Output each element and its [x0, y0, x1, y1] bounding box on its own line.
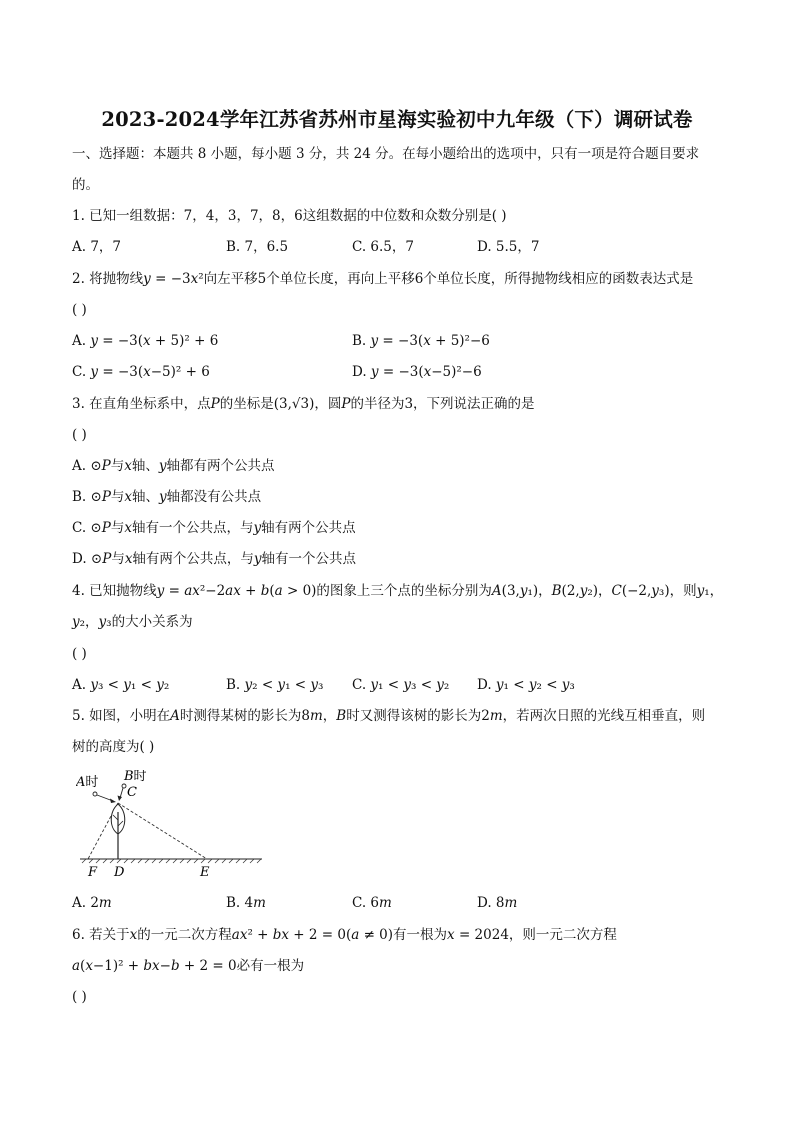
question-4: 4. 已知抛物线𝑦 = 𝑎𝑥²−2𝑎𝑥 + 𝑏(𝑎 > 0)的图象上三个点的坐标分别为𝐴(3,𝑦₁)，𝐵(2,𝑦₂)，𝐶(−2,𝑦₃)，则𝑦₁，: [72, 583, 724, 599]
label-f: 𝐹: [88, 865, 98, 880]
label-d: 𝐷: [114, 865, 125, 880]
ray-c-to-e: [118, 803, 207, 859]
section-heading-cont: 的。: [72, 177, 99, 193]
q2-option-a: A. 𝑦 = −3(𝑥 + 5)² + 6: [72, 333, 219, 349]
question-3: 3. 在直角坐标系中，点𝑃的坐标是(3,√3)，圆𝑃的半径为3，下列说法正确的是: [72, 396, 535, 412]
section-heading: 一、选择题：本题共 8 小题，每小题 3 分，共 24 分。在每小题给出的选项中，只有一项是符合题目要求: [72, 146, 700, 162]
q1-option-d: D. 5.5，7: [477, 239, 540, 255]
question-6-cont: 𝑎(𝑥−1)² + 𝑏𝑥−𝑏 + 2 = 0必有一根为: [72, 958, 305, 974]
label-e: 𝐸: [200, 865, 210, 880]
q5-option-a: A. 2𝑚: [72, 895, 112, 911]
q1-option-c: C. 6.5，7: [352, 239, 414, 255]
arrow-b-head: [118, 796, 123, 802]
question-6: 6. 若关于𝑥的一元二次方程𝑎𝑥² + 𝑏𝑥 + 2 = 0(𝑎 ≠ 0)有一根为𝑥 = 2024，则一元二次方程: [72, 927, 617, 943]
q4-option-b: B. 𝑦₂ < 𝑦₁ < 𝑦₃: [226, 677, 324, 693]
q2-answer-paren: ( ): [72, 302, 87, 318]
q2-option-b: B. 𝑦 = −3(𝑥 + 5)²−6: [352, 333, 490, 349]
q6-answer-paren: ( ): [72, 989, 87, 1005]
q1-option-a: A. 7，7: [72, 239, 122, 255]
question-2: 2. 将抛物线𝑦 = −3𝑥²向左平移5个单位长度，再向上平移6个单位长度，所得抛物线相应的函数表达式是: [72, 271, 694, 287]
ground-hatching: [82, 859, 261, 863]
label-a: 𝐴时: [76, 775, 99, 790]
question-4-cont: 𝑦₂，𝑦₃的大小关系为: [72, 614, 193, 630]
question-5-cont: 树的高度为( ): [72, 739, 155, 755]
page-title: 2023-2024学年江苏省苏州市星海实验初中九年级（下）调研试卷: [101, 108, 693, 131]
question-1: 1. 已知一组数据：7，4，3，7，8，6这组数据的中位数和众数分别是( ): [72, 208, 507, 224]
q5-option-d: D. 8𝑚: [477, 895, 518, 911]
sun-point-a: [93, 792, 97, 796]
label-c: 𝐶: [127, 785, 137, 800]
q2-option-c: C. 𝑦 = −3(𝑥−5)² + 6: [72, 364, 210, 380]
label-b: 𝐵时: [124, 770, 147, 784]
q3-option-b: B. ⊙𝑃与𝑥轴、𝑦轴都没有公共点: [72, 489, 262, 505]
q4-answer-paren: ( ): [72, 646, 87, 662]
q5-option-b: B. 4𝑚: [226, 895, 266, 911]
q5-option-c: C. 6𝑚: [352, 895, 392, 911]
q2-option-d: D. 𝑦 = −3(𝑥−5)²−6: [352, 364, 482, 380]
q3-option-d: D. ⊙𝑃与𝑥轴有两个公共点，与𝑦轴有一个公共点: [72, 551, 357, 567]
arrow-a-head: [110, 799, 116, 804]
tree-shadow-figure: [76, 770, 266, 880]
q3-answer-paren: ( ): [72, 427, 87, 443]
q3-option-c: C. ⊙𝑃与𝑥轴有一个公共点，与𝑦轴有两个公共点: [72, 520, 356, 536]
q4-option-a: A. 𝑦₃ < 𝑦₁ < 𝑦₂: [72, 677, 170, 693]
q4-option-d: D. 𝑦₁ < 𝑦₂ < 𝑦₃: [477, 677, 575, 693]
q1-option-b: B. 7，6.5: [226, 239, 289, 255]
sun-point-b: [122, 784, 126, 788]
question-5: 5. 如图，小明在𝐴时测得某树的影长为8𝑚，𝐵时又测得该树的影长为2𝑚，若两次日照的光线互相垂直，则: [72, 708, 706, 724]
q4-option-c: C. 𝑦₁ < 𝑦₃ < 𝑦₂: [352, 677, 450, 693]
q3-option-a: A. ⊙𝑃与𝑥轴、𝑦轴都有两个公共点: [72, 458, 275, 474]
